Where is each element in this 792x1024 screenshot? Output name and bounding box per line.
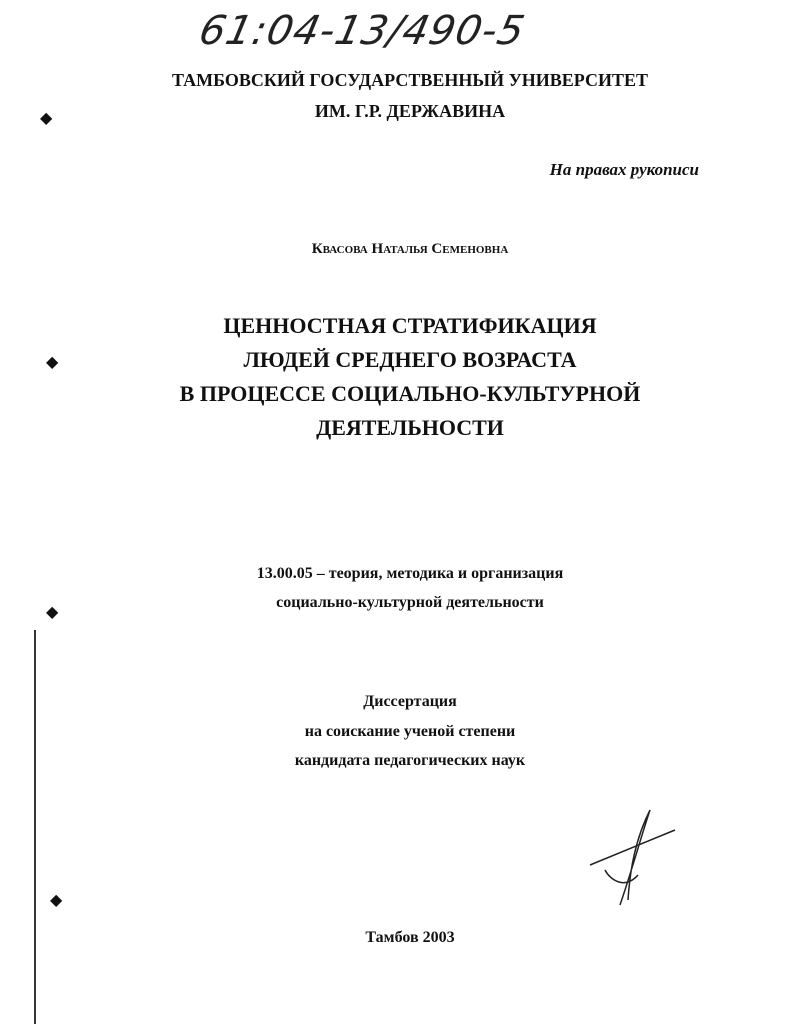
scan-mark-icon: ◆: [46, 354, 59, 371]
scan-mark-icon: ◆: [50, 892, 63, 909]
scan-edge-line: [34, 630, 36, 1024]
scan-mark-icon: ◆: [46, 604, 59, 621]
university-name: ТАМБОВСКИЙ ГОСУДАРСТВЕННЫЙ УНИВЕРСИТЕТ: [171, 70, 649, 90]
place-year: Тамбов 2003: [365, 929, 455, 946]
title-line-1: ЦЕННОСТНАЯ СТРАТИФИКАЦИЯ: [223, 313, 597, 338]
title-line-3: В ПРОЦЕССЕ СОЦИАЛЬНО-КУЛЬТУРНОЙ: [179, 381, 641, 406]
scan-mark-icon: ◆: [40, 110, 53, 127]
signature: [580, 800, 690, 910]
title-line-2: ЛЮДЕЙ СРЕДНЕГО ВОЗРАСТА: [243, 347, 577, 372]
university-name-line2: ИМ. Г.Р. ДЕРЖАВИНА: [314, 101, 506, 121]
title-line-4: ДЕЯТЕЛЬНОСТИ: [316, 415, 504, 440]
dissertation-line-3: кандидата педагогических наук: [294, 752, 526, 769]
handwritten-catalog-code: 61:04-13/490-5: [195, 8, 530, 54]
author-name: Квасова Наталья Семеновна: [311, 241, 509, 257]
dissertation-line-2: на соискание ученой степени: [304, 723, 516, 740]
dissertation-line-1: Диссертация: [363, 693, 457, 710]
specialty-line-2: социально-культурной деятельности: [276, 594, 544, 611]
specialty-line-1: 13.00.05 – теория, методика и организация: [256, 565, 564, 582]
manuscript-note: На правах рукописи: [549, 160, 699, 179]
